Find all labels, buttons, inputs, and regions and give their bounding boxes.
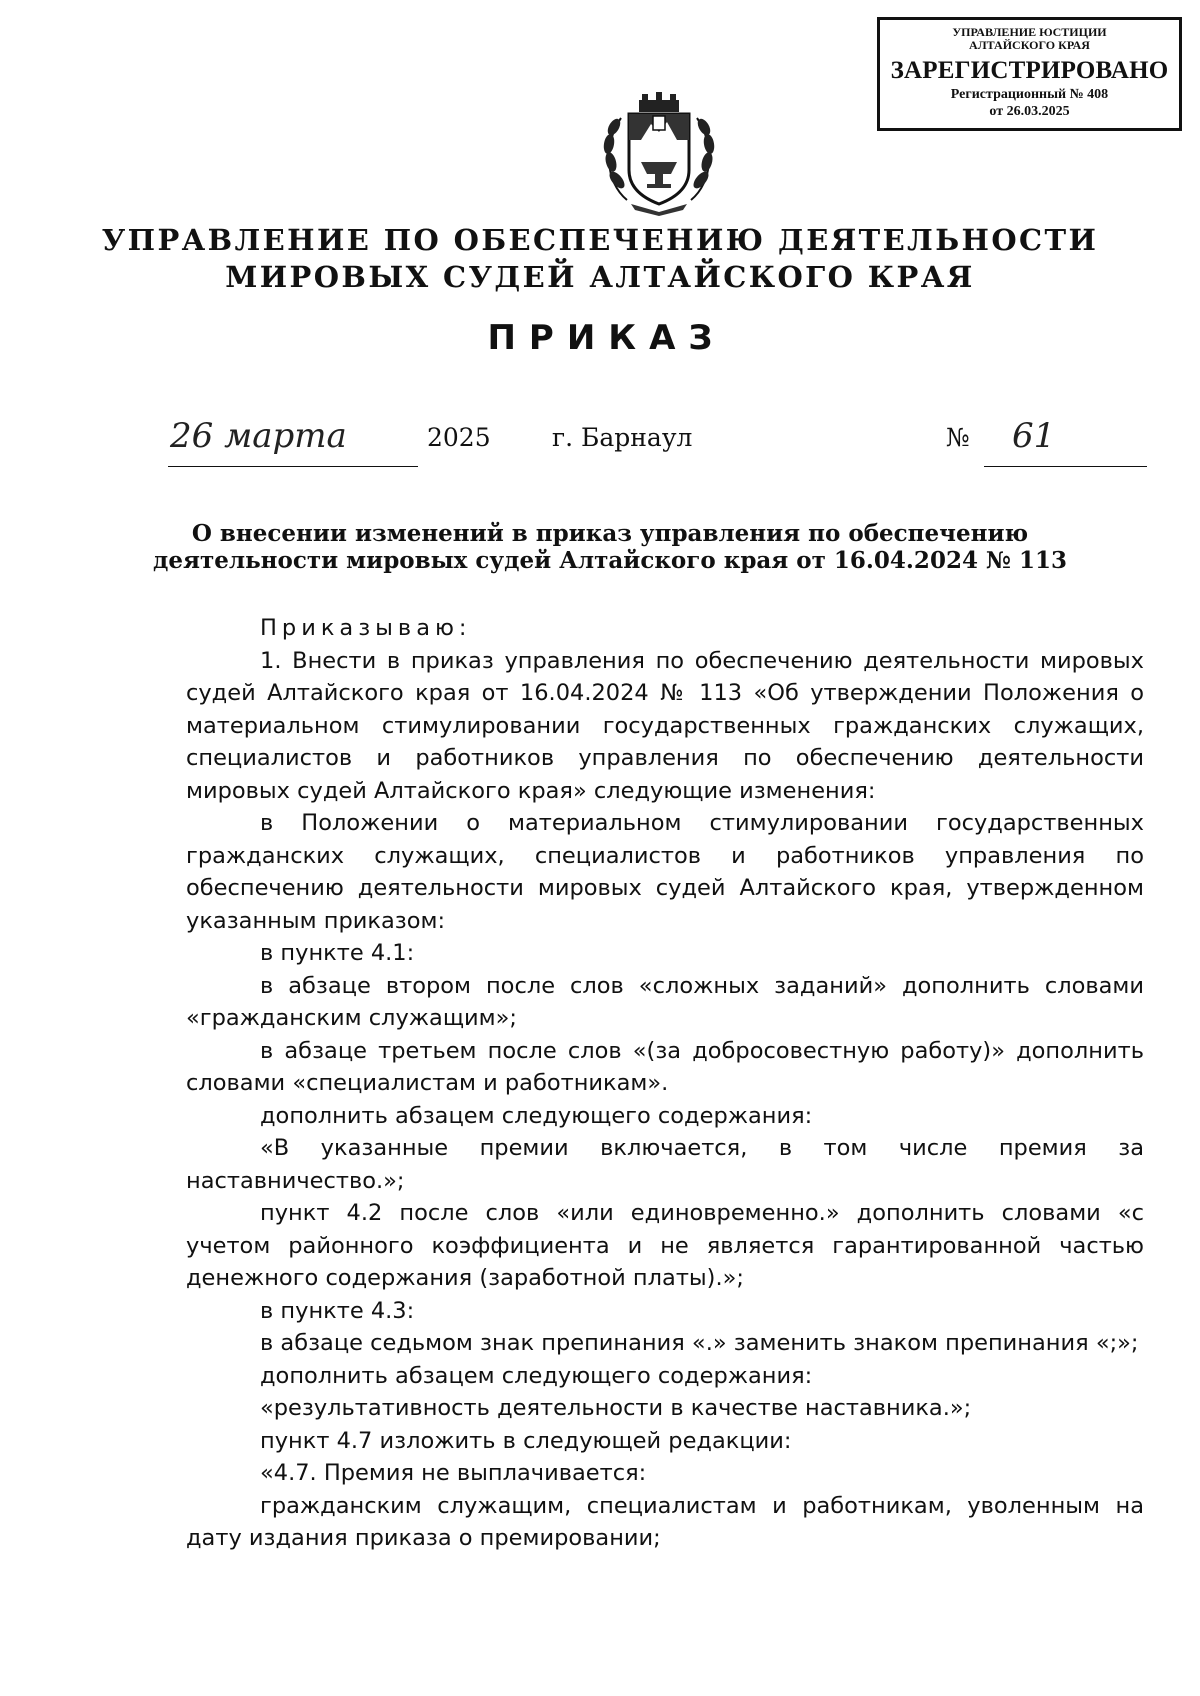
order-paragraph: «4.7. Премия не выплачивается: [260, 1460, 647, 1486]
document-type: ПРИКАЗ [487, 318, 726, 358]
order-paragraph: Приказываю: [260, 615, 472, 641]
registration-stamp [877, 17, 1182, 131]
order-subject [150, 520, 1070, 574]
stamp-org-line2: АЛТАЙСКОГО КРАЯ [969, 38, 1090, 52]
order-paragraph: дополнить абзацем следующего содержания: [260, 1102, 813, 1129]
order-paragraph: в абзаце седьмом знак препинания «.» заменить знаком препинания «;»; [260, 1330, 1139, 1356]
stamp-reg-date: от 26.03.2025 [989, 104, 1070, 119]
agency-name-line2: МИРОВЫХ СУДЕЙ АЛТАЙСКОГО КРАЯ [225, 260, 975, 294]
order-paragraph: в абзаце втором после слов «сложных заданий» дополнить словами «гражданским служащим»; [186, 972, 1144, 1031]
order-city: г. Барнаул [552, 423, 693, 452]
order-year: 2025 [427, 423, 491, 452]
order-body [186, 612, 1144, 1555]
order-paragraph: в пункте 4.1: [260, 940, 415, 966]
date-underline [168, 466, 418, 467]
handwritten-date: 26 марта [170, 416, 347, 456]
stamp-reg-number: Регистрационный № 408 [950, 87, 1109, 102]
stamp-status: ЗАРЕГИСТРИРОВАНО [890, 57, 1169, 84]
order-paragraph: 1. Внести в приказ управления по обеспечению деятельности мировых судей Алтайского края от 16.04.2024 № 113 «Об утверждении Положения о материальном стимулировании государственных гражданских служащих, специалистов и работников управления по обеспечению деятельности мировых судей Алтайского края» следующие изменения: [186, 647, 1144, 804]
order-paragraph: «результативность деятельности в качестве наставника.»; [260, 1395, 972, 1421]
agency-name [0, 222, 1200, 296]
order-paragraph: «В указанные премии включается, в том числе премия за наставничество.»; [186, 1135, 1144, 1194]
order-subject-line1: О внесении изменений в приказ управления по обеспечению [191, 520, 1029, 547]
number-label: № [946, 423, 970, 452]
stamp-org [880, 26, 1179, 52]
handwritten-number: 61 [1012, 416, 1056, 456]
order-paragraph: в абзаце третьем после слов «(за добросовестную работу)» дополнить словами «специалистам и работникам». [186, 1037, 1144, 1096]
order-paragraph: дополнить абзацем следующего содержания: [260, 1362, 813, 1389]
order-paragraph: гражданским служащим, специалистам и работникам, уволенным на дату издания приказа о премировании; [186, 1492, 1144, 1551]
coat-of-arms-icon [597, 92, 721, 216]
number-underline [984, 466, 1147, 467]
stamp-org-line1: УПРАВЛЕНИЕ ЮСТИЦИИ [952, 25, 1107, 39]
order-paragraph: в Положении о материальном стимулировании государственных гражданских служащих, специалистов и работников управления по обеспечению деятельности мировых судей Алтайского края, утвержденном указанным приказом: [186, 810, 1144, 934]
order-paragraph: в пункте 4.3: [260, 1297, 415, 1324]
order-paragraph: пункт 4.7 изложить в следующей редакции: [260, 1427, 792, 1454]
agency-name-line1: УПРАВЛЕНИЕ ПО ОБЕСПЕЧЕНИЮ ДЕЯТЕЛЬНОСТИ [101, 223, 1099, 257]
order-subject-line2: деятельности мировых судей Алтайского края от 16.04.2024 № 113 [153, 547, 1067, 574]
order-paragraph: пункт 4.2 после слов «или единовременно.» дополнить словами «с учетом районного коэффициента и не является гарантированной частью денежного содержания (заработной платы).»; [186, 1200, 1144, 1291]
